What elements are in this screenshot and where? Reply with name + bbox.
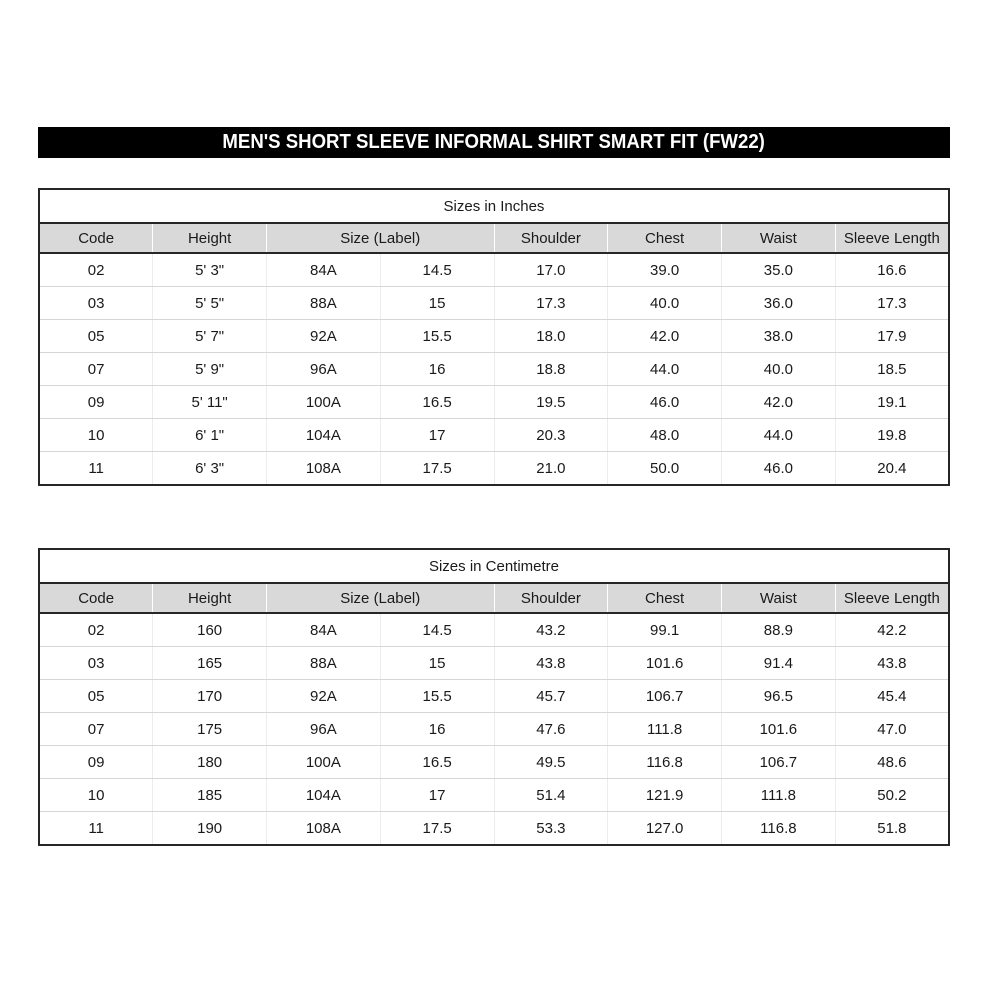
- table-cell: 116.8: [608, 746, 722, 779]
- column-header-size-label: Size (Label): [267, 583, 495, 613]
- table-cell: 88A: [267, 287, 381, 320]
- column-header-code: Code: [39, 583, 153, 613]
- table-cell: 106.7: [722, 746, 836, 779]
- column-header-shoulder: Shoulder: [494, 583, 608, 613]
- table-cell: 92A: [267, 320, 381, 353]
- table-cell: 53.3: [494, 812, 608, 846]
- table-cell: 03: [39, 647, 153, 680]
- table-header-row: [39, 223, 949, 253]
- table-cell: 45.7: [494, 680, 608, 713]
- table-cell: 40.0: [608, 287, 722, 320]
- table-row: [39, 713, 949, 746]
- table-cell: 91.4: [722, 647, 836, 680]
- table-cell: 46.0: [608, 386, 722, 419]
- table-row: [39, 419, 949, 452]
- table-cell: 84A: [267, 253, 381, 287]
- table-body: [39, 253, 949, 485]
- table-cell: 14.5: [380, 613, 494, 647]
- table-cell: 170: [153, 680, 267, 713]
- table-cell: 160: [153, 613, 267, 647]
- table-cell: 18.8: [494, 353, 608, 386]
- table-cell: 38.0: [722, 320, 836, 353]
- table-row: [39, 452, 949, 486]
- table-cell: 03: [39, 287, 153, 320]
- table-cell: 108A: [267, 452, 381, 486]
- table-cell: 14.5: [380, 253, 494, 287]
- table-cell: 16.5: [380, 386, 494, 419]
- table-title-row: [39, 189, 949, 223]
- table-cell: 05: [39, 680, 153, 713]
- table-cell: 88.9: [722, 613, 836, 647]
- table-cell: 11: [39, 452, 153, 486]
- table-cell: 05: [39, 320, 153, 353]
- table-cell: 02: [39, 613, 153, 647]
- table-cell: 40.0: [722, 353, 836, 386]
- table-cell: 18.5: [835, 353, 949, 386]
- table-row: [39, 613, 949, 647]
- sizes-in-centimetre-table: [38, 548, 950, 846]
- table-row: [39, 253, 949, 287]
- table-cell: 10: [39, 779, 153, 812]
- table-cell: 20.3: [494, 419, 608, 452]
- table-cell: 17: [380, 779, 494, 812]
- column-header-height: Height: [153, 583, 267, 613]
- table-cell: 106.7: [608, 680, 722, 713]
- table-cell: 21.0: [494, 452, 608, 486]
- table-cell: 48.0: [608, 419, 722, 452]
- table-cell: 43.2: [494, 613, 608, 647]
- column-header-chest: Chest: [608, 223, 722, 253]
- column-header-chest: Chest: [608, 583, 722, 613]
- table-cell: 44.0: [722, 419, 836, 452]
- table-cell: 47.0: [835, 713, 949, 746]
- table-row: [39, 647, 949, 680]
- table-cell: 111.8: [722, 779, 836, 812]
- table-cell: 51.4: [494, 779, 608, 812]
- table-cell: 09: [39, 386, 153, 419]
- table-cell: 104A: [267, 779, 381, 812]
- table-cell: 190: [153, 812, 267, 846]
- table-cell: 16.6: [835, 253, 949, 287]
- table-cell: 09: [39, 746, 153, 779]
- table-cell: 17.5: [380, 812, 494, 846]
- table-cell: 5' 11": [153, 386, 267, 419]
- table-cell: 99.1: [608, 613, 722, 647]
- table-cell: 36.0: [722, 287, 836, 320]
- table-cell: 17.5: [380, 452, 494, 486]
- table-title: Sizes in Inches: [39, 189, 949, 223]
- table-cell: 180: [153, 746, 267, 779]
- table-cell: 165: [153, 647, 267, 680]
- table-cell: 19.8: [835, 419, 949, 452]
- table-row: [39, 779, 949, 812]
- table-body: [39, 613, 949, 845]
- table-cell: 35.0: [722, 253, 836, 287]
- column-header-waist: Waist: [722, 583, 836, 613]
- table-title-row: [39, 549, 949, 583]
- table-cell: 15: [380, 287, 494, 320]
- column-header-height: Height: [153, 223, 267, 253]
- table-cell: 127.0: [608, 812, 722, 846]
- table-cell: 6' 3": [153, 452, 267, 486]
- table-cell: 104A: [267, 419, 381, 452]
- page-title: MEN'S SHORT SLEEVE INFORMAL SHIRT SMART FIT (FW22): [222, 131, 766, 153]
- table-cell: 5' 5": [153, 287, 267, 320]
- table-row: [39, 680, 949, 713]
- table-row: [39, 812, 949, 846]
- table-cell: 101.6: [722, 713, 836, 746]
- table-cell: 17.0: [494, 253, 608, 287]
- table-cell: 17: [380, 419, 494, 452]
- table-cell: 07: [39, 713, 153, 746]
- table-cell: 20.4: [835, 452, 949, 486]
- table-cell: 47.6: [494, 713, 608, 746]
- column-header-sleeve-length: Sleeve Length: [835, 223, 949, 253]
- table-cell: 5' 7": [153, 320, 267, 353]
- column-header-shoulder: Shoulder: [494, 223, 608, 253]
- table-cell: 17.3: [494, 287, 608, 320]
- table-cell: 15.5: [380, 680, 494, 713]
- table-header-row: [39, 583, 949, 613]
- title-banner: [38, 127, 950, 158]
- table-row: [39, 320, 949, 353]
- table-row: [39, 746, 949, 779]
- table-cell: 43.8: [835, 647, 949, 680]
- table-cell: 101.6: [608, 647, 722, 680]
- table-cell: 39.0: [608, 253, 722, 287]
- table-cell: 42.0: [722, 386, 836, 419]
- column-header-size-label: Size (Label): [267, 223, 495, 253]
- table-cell: 92A: [267, 680, 381, 713]
- table-cell: 116.8: [722, 812, 836, 846]
- table-cell: 17.3: [835, 287, 949, 320]
- table-cell: 108A: [267, 812, 381, 846]
- column-header-code: Code: [39, 223, 153, 253]
- table-row: [39, 353, 949, 386]
- table-cell: 50.0: [608, 452, 722, 486]
- table-title: Sizes in Centimetre: [39, 549, 949, 583]
- table-cell: 48.6: [835, 746, 949, 779]
- column-header-waist: Waist: [722, 223, 836, 253]
- table-cell: 42.0: [608, 320, 722, 353]
- table-cell: 11: [39, 812, 153, 846]
- table-cell: 50.2: [835, 779, 949, 812]
- table-cell: 45.4: [835, 680, 949, 713]
- sizes-in-inches-table: [38, 188, 950, 486]
- table-cell: 19.5: [494, 386, 608, 419]
- table-cell: 5' 3": [153, 253, 267, 287]
- table-cell: 46.0: [722, 452, 836, 486]
- table-cell: 43.8: [494, 647, 608, 680]
- table-cell: 6' 1": [153, 419, 267, 452]
- table-cell: 96.5: [722, 680, 836, 713]
- table-cell: 16: [380, 353, 494, 386]
- table-cell: 18.0: [494, 320, 608, 353]
- table-cell: 96A: [267, 353, 381, 386]
- table-cell: 185: [153, 779, 267, 812]
- table-cell: 100A: [267, 746, 381, 779]
- table-cell: 44.0: [608, 353, 722, 386]
- table-cell: 10: [39, 419, 153, 452]
- table-cell: 51.8: [835, 812, 949, 846]
- table-cell: 16: [380, 713, 494, 746]
- table-cell: 84A: [267, 613, 381, 647]
- table-cell: 175: [153, 713, 267, 746]
- table-cell: 96A: [267, 713, 381, 746]
- table-cell: 15.5: [380, 320, 494, 353]
- table-cell: 111.8: [608, 713, 722, 746]
- table-cell: 19.1: [835, 386, 949, 419]
- table-cell: 5' 9": [153, 353, 267, 386]
- table-cell: 15: [380, 647, 494, 680]
- table-cell: 02: [39, 253, 153, 287]
- column-header-sleeve-length: Sleeve Length: [835, 583, 949, 613]
- table-cell: 16.5: [380, 746, 494, 779]
- table-cell: 42.2: [835, 613, 949, 647]
- table-cell: 121.9: [608, 779, 722, 812]
- table-row: [39, 386, 949, 419]
- table-cell: 49.5: [494, 746, 608, 779]
- table-cell: 07: [39, 353, 153, 386]
- table-row: [39, 287, 949, 320]
- table-cell: 88A: [267, 647, 381, 680]
- table-cell: 17.9: [835, 320, 949, 353]
- table-cell: 100A: [267, 386, 381, 419]
